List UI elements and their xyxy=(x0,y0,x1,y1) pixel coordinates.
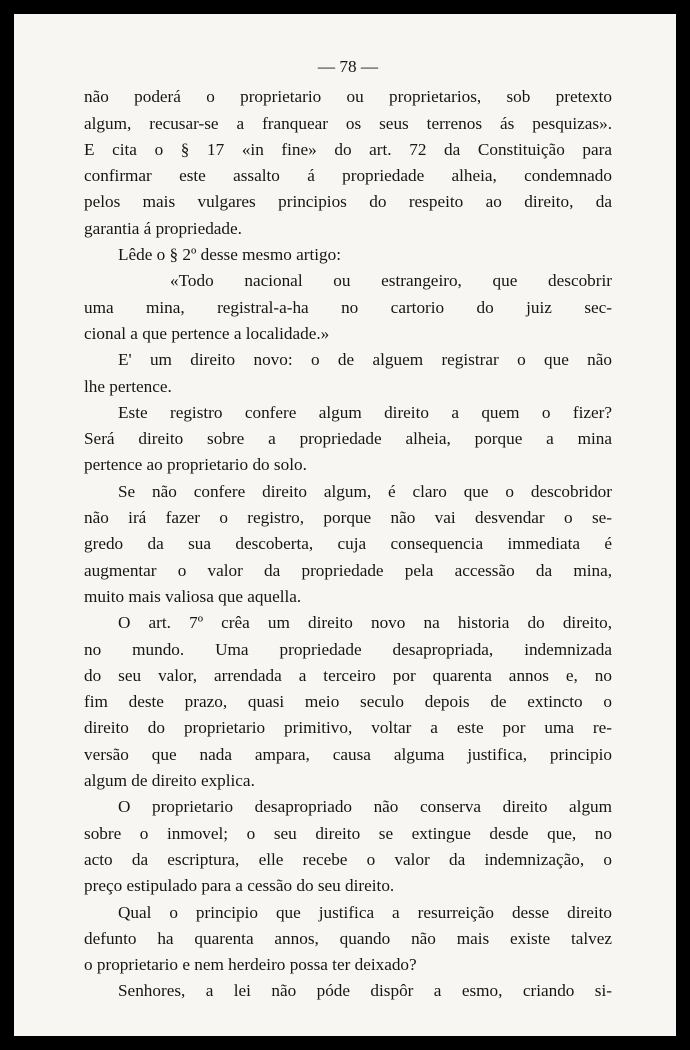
text-line: Este registro confere algum direito a quem o fizer? xyxy=(118,402,612,422)
text-line: do seu valor, arrendada a terceiro por quarenta annos e, no xyxy=(84,665,612,685)
text-line: O art. 7º crêa um direito novo na historia do direito, xyxy=(118,613,612,633)
text-line: versão que nada ampara, causa alguma justifica, principio xyxy=(84,744,612,764)
text-line: direito do proprietario primitivo, voltar a este por uma re- xyxy=(84,718,612,738)
text-line: acto da escriptura, elle recebe o valor da indemnização, o xyxy=(84,849,612,869)
text-line: E' um direito novo: o de alguem registrar o que não xyxy=(118,350,612,370)
text-line: pertence ao proprietario do solo. xyxy=(84,455,307,475)
text-line: defunto ha quarenta annos, quando não mais existe talvez xyxy=(84,928,612,948)
text-line: Senhores, a lei não póde dispôr a esmo, criando si- xyxy=(118,981,612,1001)
text-line: «Todo nacional ou estrangeiro, que descobrir xyxy=(170,271,612,291)
text-line: algum, recusar-se a franquear os seus terrenos ás pesquizas». xyxy=(84,113,612,133)
text-line: sobre o inmovel; o seu direito se extingue desde que, no xyxy=(84,823,612,843)
text-body xyxy=(84,84,612,1004)
page-text xyxy=(84,54,612,1005)
text-line: garantia á propriedade. xyxy=(84,218,242,238)
text-line: E cita o § 17 «in fine» do art. 72 da Constituição para xyxy=(84,139,612,159)
text-line: confirmar este assalto á propriedade alheia, condemnado xyxy=(84,166,612,186)
text-line: Qual o principio que justifica a resurreição desse direito xyxy=(118,902,612,922)
text-line: algum de direito explica. xyxy=(84,771,255,791)
text-line: não irá fazer o registro, porque não vai desvendar o se- xyxy=(84,508,612,528)
text-line: no mundo. Uma propriedade desapropriada, indemnizada xyxy=(84,639,612,659)
text-line: muito mais valiosa que aquella. xyxy=(84,586,302,606)
text-line: não poderá o proprietario ou proprietarios, sob pretexto xyxy=(84,87,612,107)
text-line: Será direito sobre a propriedade alheia, porque a mina xyxy=(84,429,612,449)
text-line: o proprietario e nem herdeiro possa ter deixado? xyxy=(84,955,417,975)
text-line: Se não confere direito algum, é claro que o descobridor xyxy=(118,481,612,501)
text-line: preço estipulado para a cessão do seu direito. xyxy=(84,876,395,896)
text-line: lhe pertence. xyxy=(84,376,172,396)
text-line: gredo da sua descoberta, cuja consequencia immediata é xyxy=(84,534,612,554)
text-line: cional a que pertence a localidade.» xyxy=(84,323,330,343)
text-line: Lêde o § 2º desse mesmo artigo: xyxy=(118,245,341,265)
page-number: — 78 — xyxy=(317,57,379,76)
text-line: O proprietario desapropriado não conserva direito algum xyxy=(118,797,612,817)
text-line: fim deste prazo, quasi meio seculo depois de extincto o xyxy=(84,692,612,712)
book-page xyxy=(14,14,676,1036)
text-line: augmentar o valor da propriedade pela accessão da mina, xyxy=(84,560,612,580)
text-line: uma mina, registral-a-ha no cartorio do juiz sec- xyxy=(84,297,612,317)
text-line: pelos mais vulgares principios do respeito ao direito, da xyxy=(84,192,612,212)
